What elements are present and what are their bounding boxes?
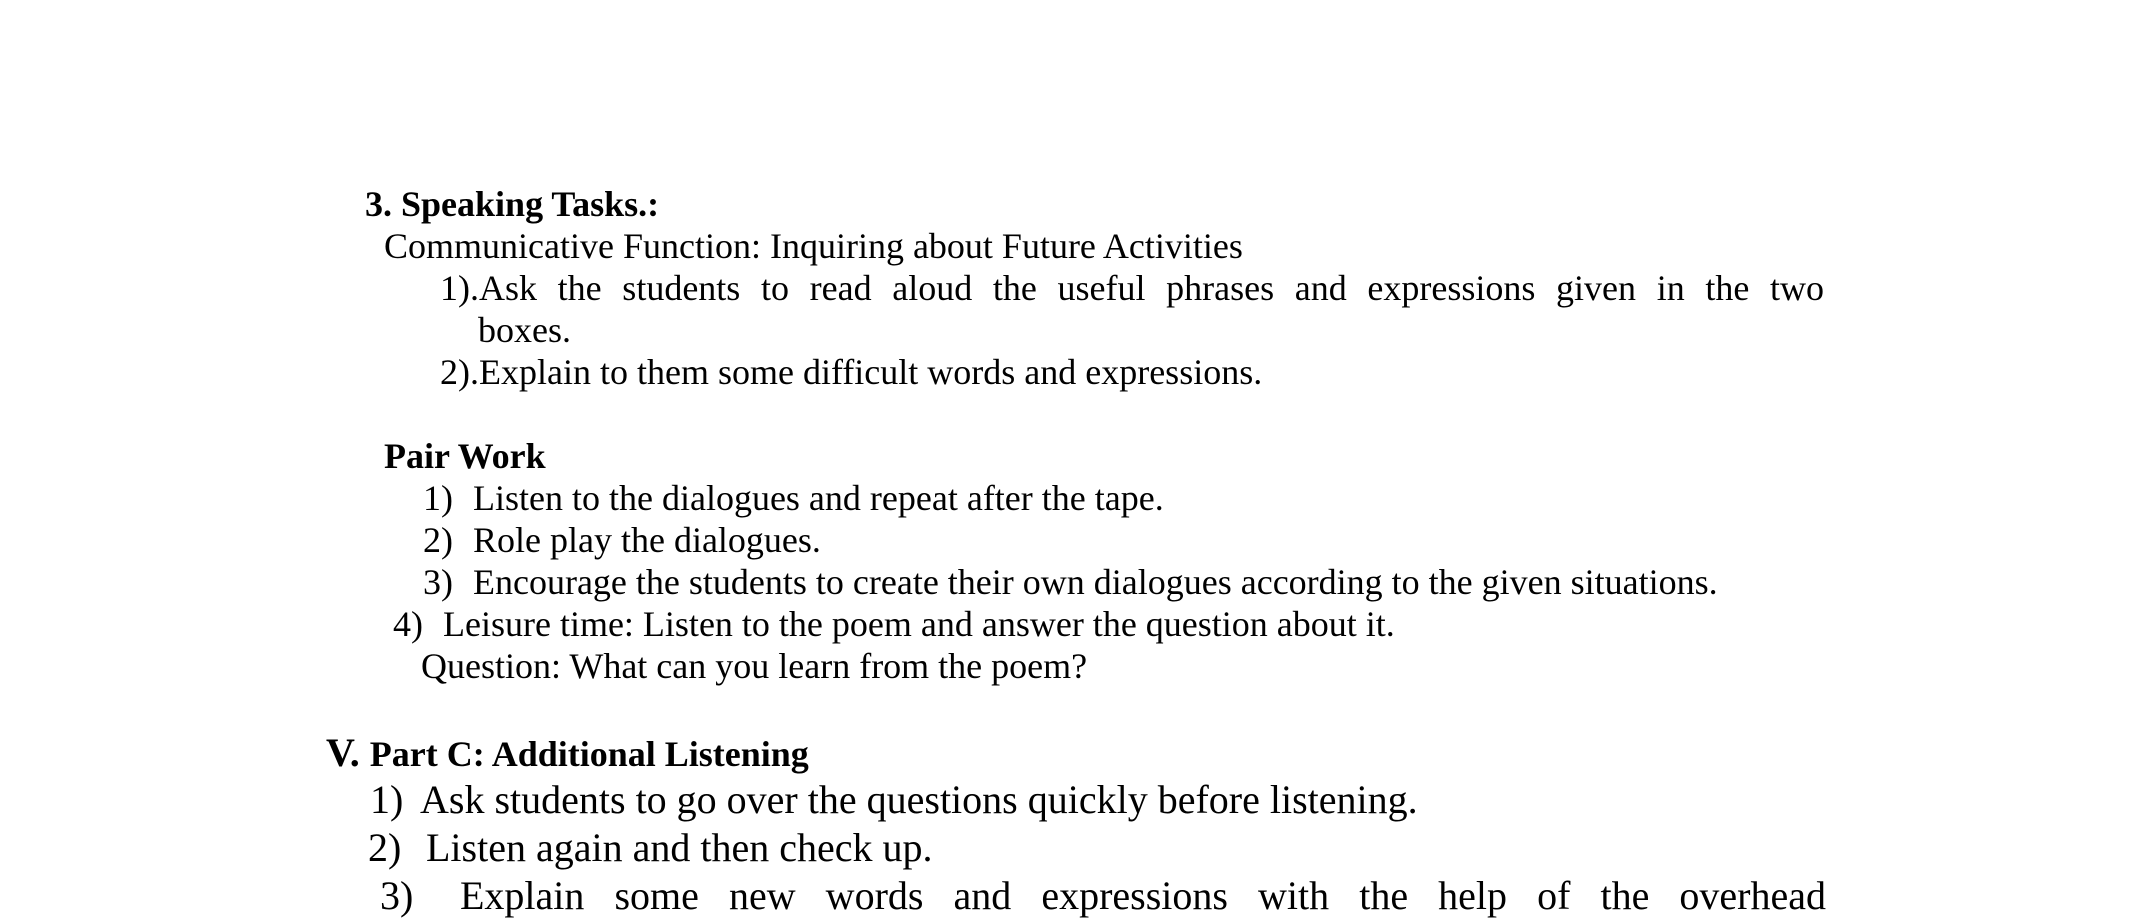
pair-work-item-3-text: Encourage the students to create their own dialogues according to the given situations. [473, 562, 1718, 602]
speaking-item-2 [440, 354, 1262, 390]
part-c-roman-numeral: V. [326, 730, 360, 775]
pair-work-item-3-num: 3) [423, 562, 453, 602]
speaking-item-2-num: 2). [440, 352, 479, 392]
part-c-item-1 [370, 777, 1418, 822]
part-c-item-1-num: 1) [370, 777, 404, 822]
pair-work-item-4-text: Leisure time: Listen to the poem and answer the question about it. [443, 604, 1395, 644]
part-c-item-3 [380, 873, 1826, 918]
part-c-item-2-text: Listen again and then check up. [426, 825, 933, 870]
pair-work-item-4-num: 4) [393, 604, 423, 644]
pair-work-item-1-num: 1) [423, 478, 453, 518]
pair-work-item-3 [423, 564, 1718, 600]
speaking-item-2-text: Explain to them some difficult words and expressions. [479, 352, 1263, 392]
speaking-item-1-num: 1). [440, 268, 479, 308]
pair-work-question: Question: What can you learn from the poem? [421, 646, 1088, 686]
pair-work-item-2-num: 2) [423, 520, 453, 560]
speaking-item-1 [440, 270, 1824, 306]
speaking-heading: 3. Speaking Tasks.: [365, 184, 660, 224]
part-c-heading: Part C: Additional Listening [369, 734, 809, 774]
part-c-item-1-text: Ask students to go over the questions quickly before listening. [420, 777, 1418, 822]
pair-work-item-1-text: Listen to the dialogues and repeat after the tape. [473, 478, 1164, 518]
part-c-item-3-text: Explain some new words and expressions with the help of the overhead [460, 873, 1826, 918]
pair-work-heading: Pair Work [384, 436, 546, 476]
communicative-function: Communicative Function: Inquiring about Future Activities [384, 226, 1243, 266]
part-c-item-2-num: 2) [368, 825, 402, 870]
pair-work-item-4 [393, 606, 1395, 642]
pair-work-item-2-text: Role play the dialogues. [473, 520, 821, 560]
pair-work-item-2 [423, 522, 821, 558]
part-c-item-3-num: 3) [380, 873, 414, 918]
speaking-item-1-continuation: boxes. [478, 310, 571, 350]
part-c-heading-line [326, 730, 809, 775]
speaking-item-1-line [440, 270, 1824, 306]
part-c-item-2 [368, 825, 933, 870]
pair-work-item-1 [423, 480, 1164, 516]
speaking-item-1-text: Ask the students to read aloud the useful phrases and expressions given in the two [479, 268, 1824, 308]
part-c-item-3-line [380, 873, 1826, 918]
